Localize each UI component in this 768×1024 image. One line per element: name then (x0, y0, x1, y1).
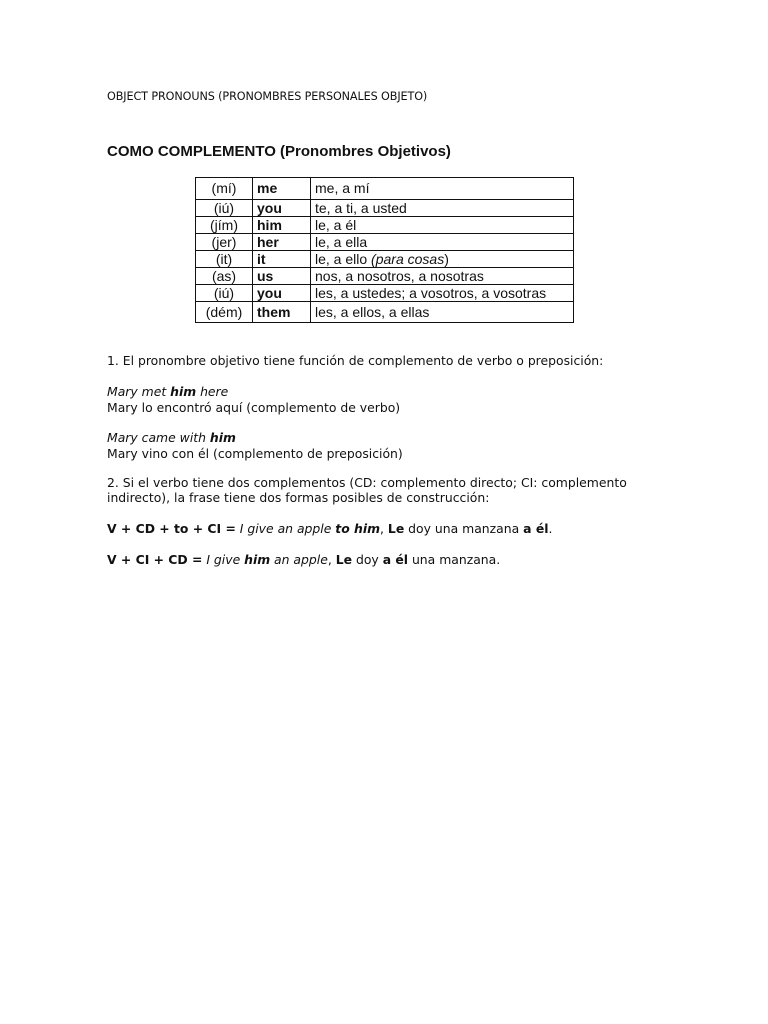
formula-spanish: doy (352, 552, 383, 567)
phonetic-cell: (jím) (196, 217, 253, 234)
section-title: COMO COMPLEMENTO (Pronombres Objetivos) (107, 143, 451, 160)
phonetic-cell: (as) (196, 268, 253, 285)
english-pronoun-cell: you (253, 200, 311, 217)
table-row (196, 268, 574, 285)
example-1-spanish: Mary lo encontró aquí (complemento de verbo) (107, 400, 401, 415)
spanish-translation-cell: te, a ti, a usted (311, 200, 574, 217)
example-text: Mary came with (107, 430, 210, 445)
formula-english-bold: to him (335, 521, 381, 536)
phonetic-cell: (dém) (196, 302, 253, 323)
table-row (196, 285, 574, 302)
example-2-spanish: Mary vino con él (complemento de preposición) (107, 446, 403, 461)
usage-note-close: ) (444, 251, 449, 267)
formula-spanish: una manzana. (408, 552, 501, 567)
table-row (196, 217, 574, 234)
example-pronoun: him (170, 384, 197, 399)
usage-note: (para cosas (371, 251, 445, 267)
formula-label: V + CI + CD = (107, 552, 203, 567)
pronoun-table (195, 177, 574, 323)
spanish-translation-cell: nos, a nosotros, a nosotras (311, 268, 574, 285)
formula-english: I give (202, 552, 245, 567)
english-pronoun-cell: it (253, 251, 311, 268)
spanish-translation-text: le, a ello (315, 251, 372, 267)
formula-1 (107, 521, 552, 537)
spanish-translation-cell: le, a ella (311, 234, 574, 251)
phonetic-cell: (iú) (196, 200, 253, 217)
english-pronoun-cell: him (253, 217, 311, 234)
spanish-translation-cell: les, a ellos, a ellas (311, 302, 574, 323)
english-pronoun-cell: us (253, 268, 311, 285)
phonetic-cell: (iú) (196, 285, 253, 302)
example-pronoun: him (209, 430, 236, 445)
phonetic-cell: (jer) (196, 234, 253, 251)
table-row (196, 178, 574, 200)
formula-end: . (548, 521, 553, 536)
spanish-translation-cell: le, a él (311, 217, 574, 234)
formula-spanish-bold: a él (523, 521, 549, 536)
formula-english: an apple (270, 552, 328, 567)
english-pronoun-cell: you (253, 285, 311, 302)
english-pronoun-cell: them (253, 302, 311, 323)
document-title: OBJECT PRONOUNS (PRONOMBRES PERSONALES OBJETO) (107, 90, 428, 103)
spanish-translation-cell (311, 251, 574, 268)
formula-separator: , (327, 552, 336, 567)
table-row (196, 251, 574, 268)
spanish-translation-cell: les, a ustedes; a vosotros, a vosotras (311, 285, 574, 302)
example-2-english (107, 430, 236, 446)
formula-spanish: doy una manzana (404, 521, 524, 536)
spanish-translation-cell: me, a mí (311, 178, 574, 200)
formula-english: I give an apple (235, 521, 336, 536)
formula-spanish-bold: Le (387, 521, 405, 536)
table-row (196, 302, 574, 323)
table-row (196, 234, 574, 251)
phonetic-cell: (mí) (196, 178, 253, 200)
formula-spanish-bold: a él (382, 552, 409, 567)
formula-english-bold: him (244, 552, 271, 567)
formula-separator: , (380, 521, 388, 536)
example-text: here (196, 384, 229, 399)
example-text: Mary met (107, 384, 171, 399)
formula-2 (107, 552, 500, 568)
formula-spanish-bold: Le (335, 552, 353, 567)
english-pronoun-cell: her (253, 234, 311, 251)
phonetic-cell: (it) (196, 251, 253, 268)
rule-2-line-1: 2. Si el verbo tiene dos complementos (CD: complemento directo; CI: complemento (107, 475, 627, 490)
rule-2-line-2: indirecto), la frase tiene dos formas posibles de construcción: (107, 490, 490, 505)
example-1-english (107, 384, 228, 400)
rule-1-text: 1. El pronombre objetivo tiene función de complemento de verbo o preposición: (107, 353, 604, 368)
table-row (196, 200, 574, 217)
formula-label: V + CD + to + CI = (107, 521, 236, 536)
english-pronoun-cell: me (253, 178, 311, 200)
